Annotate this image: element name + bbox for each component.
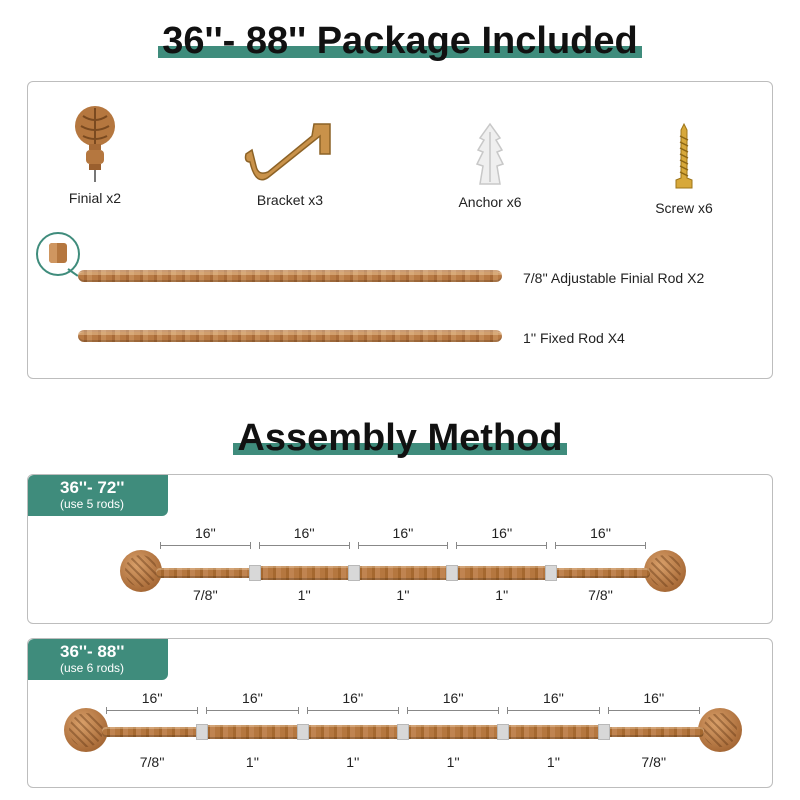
segment-length-label: 16'' [242,690,263,706]
dimension-line [407,710,499,711]
segment-diameter-label: 1'' [546,754,561,770]
rod-segment [202,725,302,739]
dimension-line [555,545,646,546]
package-title: 36''- 88'' Package Included [158,22,641,60]
rod-segment [452,566,551,580]
dimension-line [358,545,449,546]
rod-segment [102,727,202,737]
fixed-rod [78,330,502,342]
rod-segment [604,727,704,737]
item-screw-label: Screw x6 [655,200,713,216]
bracket-icon [242,114,338,186]
rod-joint [446,565,458,581]
item-screw [634,122,734,216]
config-range-1: 36''- 72'' [60,478,125,497]
segment-length-label: 16'' [293,525,315,541]
item-anchor-label: Anchor x6 [458,194,522,210]
rod-end-zoom [36,232,80,276]
rod-joint [249,565,261,581]
segment-length-label: 16'' [643,690,665,706]
item-bracket [240,114,340,208]
item-anchor [440,122,540,210]
assembly-title-wrap [0,419,800,457]
rod-joint [297,724,309,740]
assembly-diagram-1 [28,475,774,625]
item-finial-label: Finial x2 [68,190,122,206]
anchor-icon [470,122,510,188]
dimension-line [259,545,350,546]
segment-diameter-label: 1'' [245,754,260,770]
segment-diameter-label: 7/8'' [588,587,613,603]
segment-length-label: 16'' [342,690,364,706]
assembly-title: Assembly Method [233,419,566,457]
rod-segment [156,568,255,578]
config-note-2: (use 6 rods) [60,661,125,675]
rod-joint [196,724,208,740]
adjustable-finial-rod [78,270,502,282]
segment-length-label: 16'' [141,690,163,706]
config-range-2: 36''- 88'' [60,642,125,661]
dimension-line [456,545,547,546]
segment-diameter-label: 1'' [346,754,360,770]
dimension-line [307,710,399,711]
segment-length-label: 16'' [590,525,612,541]
finial-icon [73,102,117,184]
segment-diameter-label: 1'' [446,754,460,770]
rod-segment [354,566,453,580]
rod-joint [348,565,360,581]
segment-length-label: 16'' [543,690,564,706]
rod-joint [545,565,557,581]
item-bracket-label: Bracket x3 [256,192,324,208]
rod-joint [397,724,409,740]
segment-diameter-label: 7/8'' [192,587,218,603]
rod-joint [497,724,509,740]
rod-segment [255,566,354,580]
assembly-panel-2 [27,638,773,788]
segment-diameter-label: 1'' [495,587,509,603]
finial-right [698,708,742,752]
segment-diameter-label: 7/8'' [139,754,165,770]
adjustable-finial-rod-label: 7/8'' Adjustable Finial Rod X2 [523,270,705,286]
finial-right [644,550,686,592]
package-title-wrap [0,22,800,60]
assembly-panel-1 [27,474,773,624]
dimension-line [106,710,198,711]
rod-segment [303,725,403,739]
item-finial [50,102,140,206]
segment-length-label: 16'' [194,525,216,541]
dimension-line [206,710,298,711]
rod-segment [403,725,503,739]
segment-diameter-label: 1'' [297,587,311,603]
rod-segment [551,568,650,578]
dimension-line [160,545,251,546]
dimension-line [608,710,700,711]
segment-length-label: 16'' [491,525,513,541]
segment-diameter-label: 1'' [396,587,410,603]
segment-length-label: 16'' [392,525,414,541]
dimension-line [507,710,599,711]
assembly-diagram-2 [28,639,774,789]
config-note-1: (use 5 rods) [60,497,125,511]
screw-icon [670,122,698,194]
package-panel [27,81,773,379]
segment-length-label: 16'' [442,690,464,706]
segment-diameter-label: 7/8'' [641,754,667,770]
fixed-rod-label: 1'' Fixed Rod X4 [523,330,625,346]
rod-segment [503,725,603,739]
rod-joint [598,724,610,740]
